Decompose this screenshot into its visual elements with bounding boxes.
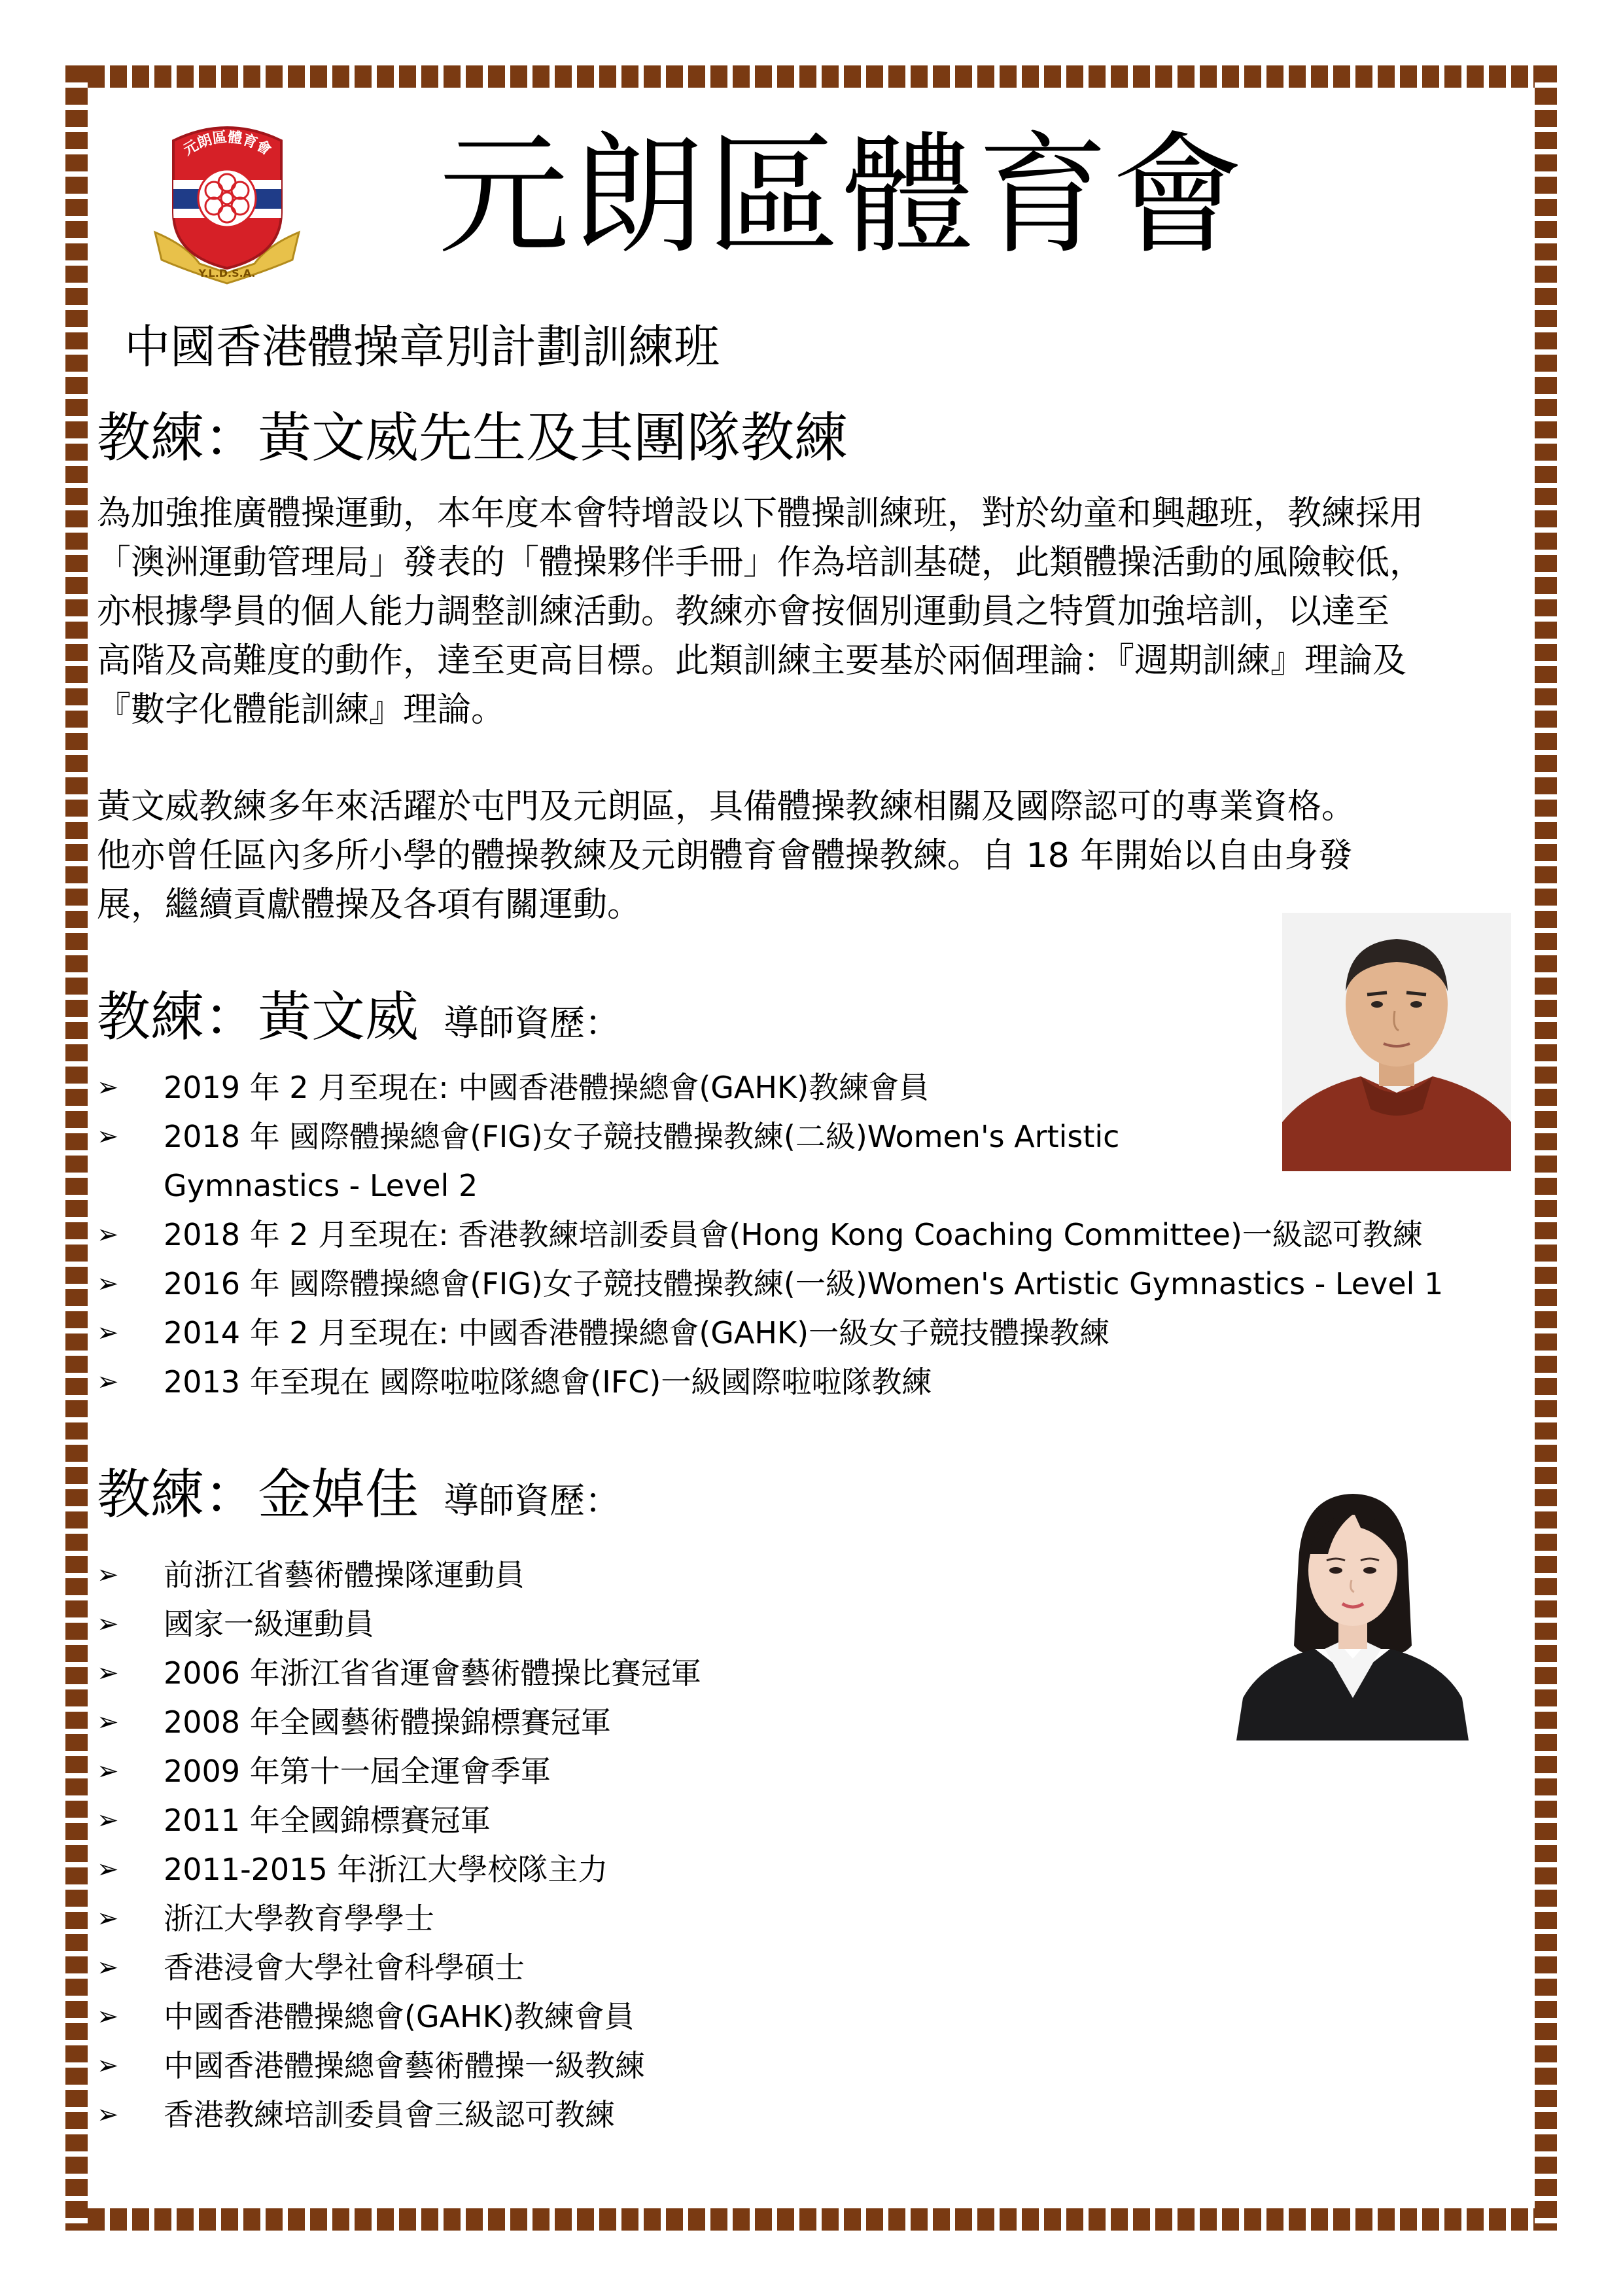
list-item: ➢ 香港浸會大學社會科學碩士 <box>97 1943 701 1992</box>
list-item-continuation: Gymnastics - Level 2 <box>164 1168 478 1203</box>
arrow-bullet-icon: ➢ <box>97 1560 119 1590</box>
list-item: ➢ 2009 年第十一屆全運會季軍 <box>97 1747 701 1796</box>
intro-line: 亦根據學員的個人能力調整訓練活動。教練亦會按個別運動員之特質加強培訓，以達至 <box>97 592 1390 631</box>
arrow-bullet-icon: ➢ <box>97 1805 119 1835</box>
coach2-qual-label: 導師資歷： <box>444 1480 621 1521</box>
list-item: ➢ 國家一級運動員 <box>97 1600 701 1649</box>
coach2-heading <box>97 1459 620 1531</box>
coach1-qualifications <box>97 1063 1443 1407</box>
list-item: ➢ 2018 年 2 月至現在: 香港教練培訓委員會(Hong Kong Coaching Committee)一級認可教練 <box>97 1210 1443 1260</box>
coach2-photo <box>1236 1482 1469 1740</box>
arrow-bullet-icon: ➢ <box>97 1318 119 1348</box>
list-item: ➢ 2019 年 2 月至現在: 中國香港體操總會(GAHK)教練會員 <box>97 1063 1443 1112</box>
list-item: ➢ 2018 年 國際體操總會(FIG)女子競技體操教練(二級)Women's Artistic <box>97 1112 1443 1161</box>
list-item: ➢ 前浙江省藝術體操隊運動員 <box>97 1551 701 1600</box>
page-border-left <box>65 65 88 2231</box>
arrow-bullet-icon: ➢ <box>97 1854 119 1884</box>
list-item: ➢ 中國香港體操總會(GAHK)教練會員 <box>97 1992 701 2041</box>
intro-line: 高階及高難度的動作，達至更高目標。此類訓練主要基於兩個理論：『週期訓練』理論及 <box>97 641 1407 680</box>
coach2-name: 教練：金婥佳 <box>97 1464 419 1526</box>
page-border-right <box>1535 65 1557 2231</box>
arrow-bullet-icon: ➢ <box>97 1952 119 1983</box>
arrow-bullet-icon: ➢ <box>97 1609 119 1639</box>
arrow-bullet-icon: ➢ <box>97 2051 119 2081</box>
logo-text-bottom: Y.L.D.S.A. <box>198 267 256 279</box>
list-item: ➢ 2016 年 國際體操總會(FIG)女子競技體操教練(一級)Women's Artistic Gymnastics - Level 1 <box>97 1260 1443 1309</box>
list-item: ➢ 2006 年浙江省省運會藝術體操比賽冠軍 <box>97 1649 701 1698</box>
bio-line: 黃文威教練多年來活躍於屯門及元朗區，具備體操教練相關及國際認可的專業資格。 <box>97 787 1356 826</box>
club-logo <box>147 115 307 286</box>
bio-line: 他亦曾任區內多所小學的體操教練及元朗體育會體操教練。自 18 年開始以自由身發 <box>97 836 1353 875</box>
coach1-heading <box>97 981 620 1053</box>
arrow-bullet-icon: ➢ <box>97 2100 119 2130</box>
coach-team-heading: 教練：黃文威先生及其團隊教練 <box>97 407 848 469</box>
arrow-bullet-icon: ➢ <box>97 1220 119 1250</box>
program-subtitle: 中國香港體操章別計劃訓練班 <box>124 320 720 374</box>
arrow-bullet-icon: ➢ <box>97 1756 119 1786</box>
list-item: ➢ 2008 年全國藝術體操錦標賽冠軍 <box>97 1698 701 1747</box>
list-item: ➢ 2011 年全國錦標賽冠軍 <box>97 1796 701 1845</box>
list-item: ➢ 2013 年至現在 國際啦啦隊總會(IFC)一級國際啦啦隊教練 <box>97 1358 1443 1407</box>
list-item: ➢ 中國香港體操總會藝術體操一級教練 <box>97 2041 701 2091</box>
intro-line: 『數字化體能訓練』理論。 <box>97 690 506 730</box>
arrow-bullet-icon: ➢ <box>97 1367 119 1397</box>
arrow-bullet-icon: ➢ <box>97 2002 119 2032</box>
bio-line: 展，繼續貢獻體操及各項有關運動。 <box>97 885 642 925</box>
arrow-bullet-icon: ➢ <box>97 1122 119 1152</box>
list-item: ➢ 2011-2015 年浙江大學校隊主力 <box>97 1845 701 1894</box>
coach2-qualifications <box>97 1551 701 2140</box>
coach1-qual-label: 導師資歷： <box>444 1002 621 1044</box>
bio-paragraph <box>97 783 1536 930</box>
intro-line: 為加強推廣體操運動，本年度本會特增設以下體操訓練班，對於幼童和興趣班，教練採用 <box>97 494 1424 533</box>
list-item: ➢ 香港教練培訓委員會三級認可教練 <box>97 2091 701 2140</box>
arrow-bullet-icon: ➢ <box>97 1269 119 1299</box>
arrow-bullet-icon: ➢ <box>97 1707 119 1737</box>
intro-paragraph <box>97 489 1536 735</box>
coach1-name: 教練：黃文威 <box>97 986 419 1048</box>
logo-text-top: 元朗區體育會 <box>181 129 274 159</box>
page-border-bottom <box>65 2208 1557 2231</box>
list-item: ➢ 浙江大學教育學學士 <box>97 1894 701 1943</box>
page-border-top <box>65 65 1557 88</box>
arrow-bullet-icon: ➢ <box>97 1658 119 1688</box>
list-item: ➢ 2014 年 2 月至現在: 中國香港體操總會(GAHK)一級女子競技體操教練 <box>97 1309 1443 1358</box>
arrow-bullet-icon: ➢ <box>97 1903 119 1934</box>
arrow-bullet-icon: ➢ <box>97 1072 119 1103</box>
page-title: 元朗區體育會 <box>438 120 1248 272</box>
intro-line: 「澳洲運動管理局」發表的「體操夥伴手冊」作為培訓基礎，此類體操活動的風險較低， <box>97 543 1424 582</box>
